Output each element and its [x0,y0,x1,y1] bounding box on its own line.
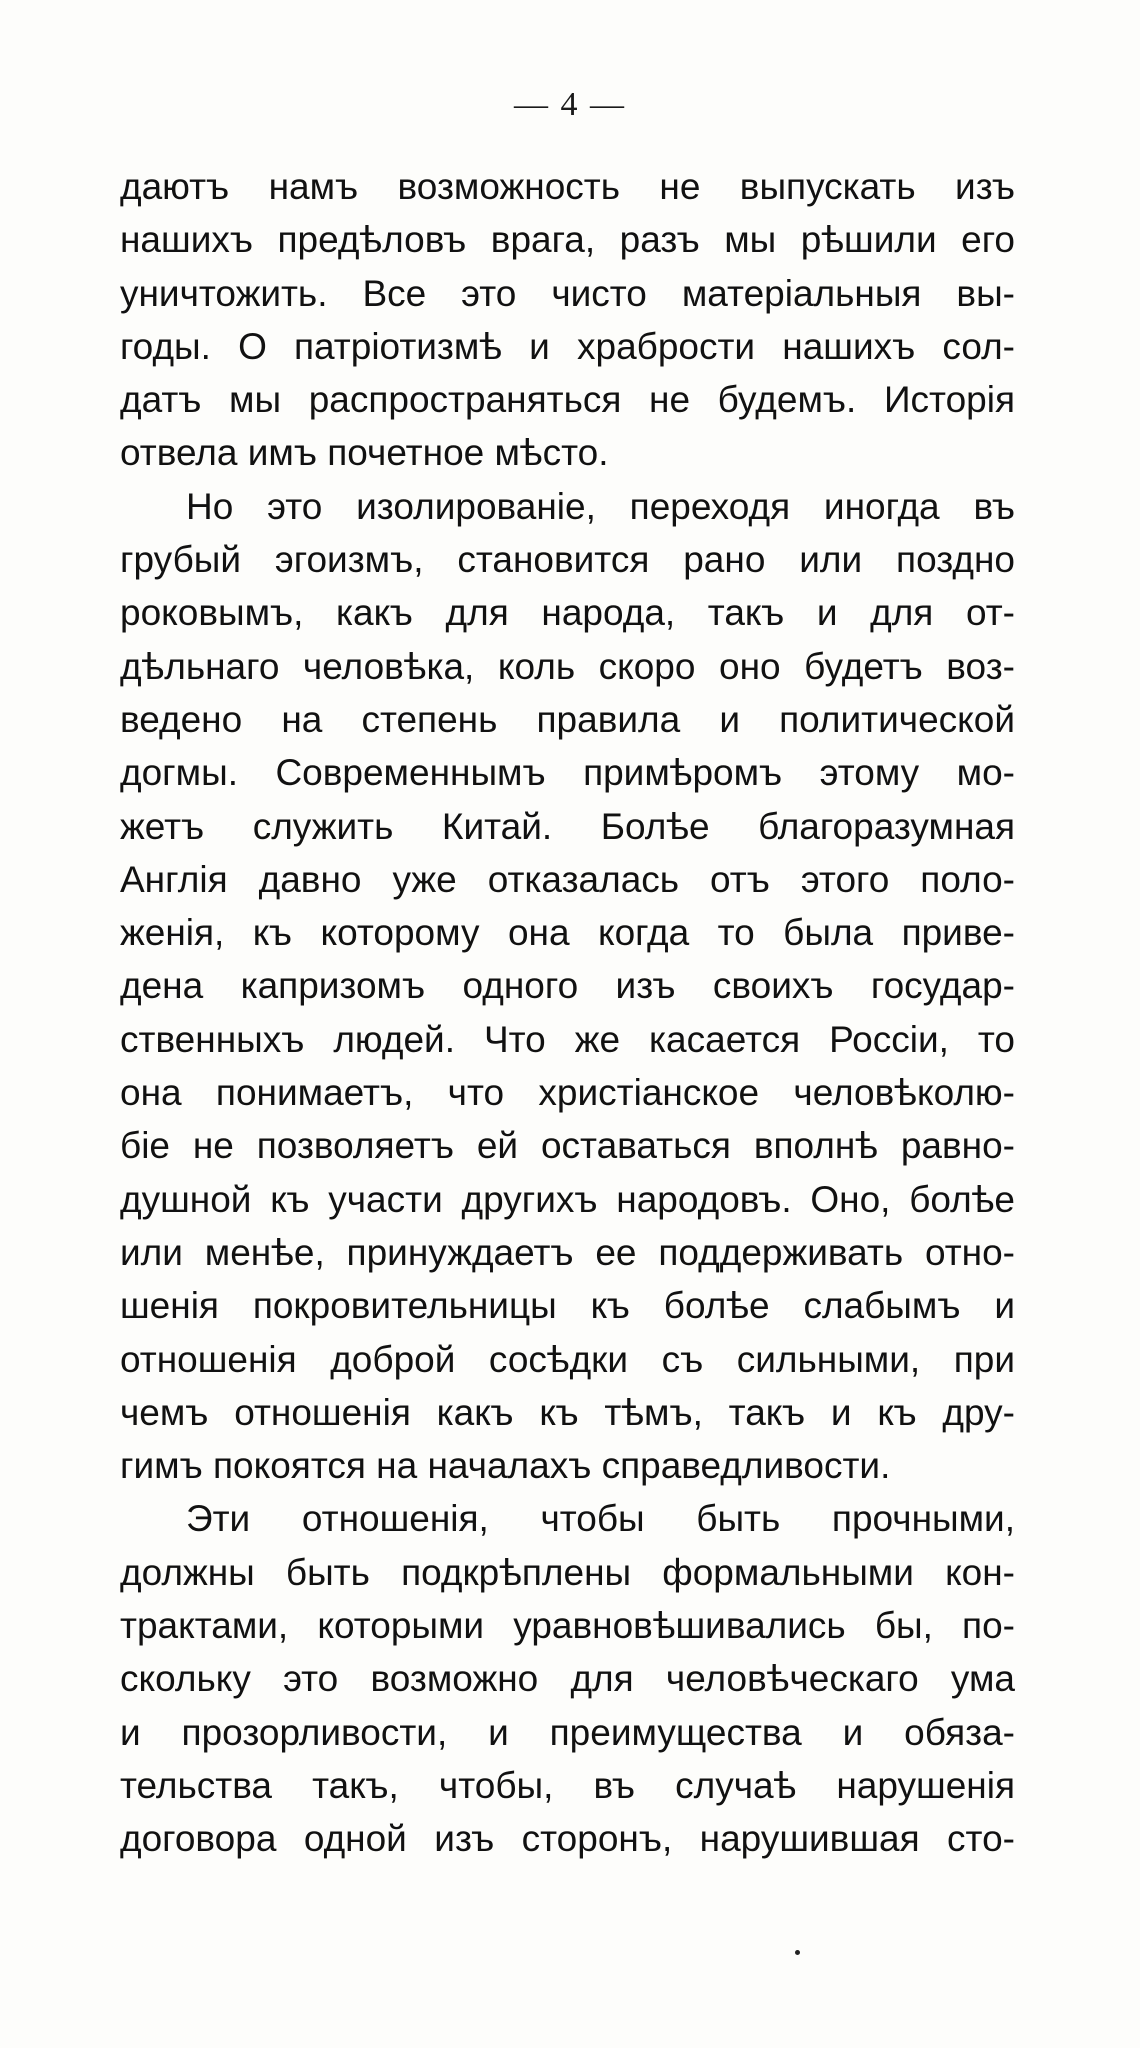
text-line: договора одной изъ сторонъ, нарушившая сто- [120,1818,1015,1860]
text-line: гимъ покоятся на началахъ справедливости. [120,1445,891,1487]
text-line: трактами, которыми уравновѣшивались бы, по- [120,1605,1015,1647]
text-line: годы. О патріотизмѣ и храбрости нашихъ сол- [120,325,1015,367]
text-line: датъ мы распространяться не будемъ. Исторія [120,379,1015,421]
paragraph-3 [120,1492,1015,1865]
text-line: и прозорливости, и преимущества и обяза- [120,1711,1015,1753]
paragraph-2 [120,480,1015,1493]
text-line: Эти отношенія, чтобы быть прочными, [186,1498,1015,1540]
text-line: Англія давно уже отказалась отъ этого поло- [120,858,1015,900]
text-line: тельства такъ, чтобы, въ случаѣ нарушенія [120,1764,1015,1806]
text-line: должны быть подкрѣплены формальными кон- [120,1551,1015,1593]
text-line: ственныхъ людей. Что же касается Россіи, то [120,1018,1015,1060]
text-line: догмы. Современнымъ примѣромъ этому мо- [120,752,1015,794]
text-line: шенія покровительницы къ болѣе слабымъ и [120,1285,1015,1327]
text-line: нашихъ предѣловъ врага, разъ мы рѣшили его [120,219,1015,261]
text-line: отвела имъ почетное мѣсто. [120,432,609,474]
text-line: Но это изолированіе, переходя иногда въ [186,485,1015,527]
text-line: уничтожить. Все это чисто матеріальныя вы- [120,272,1015,314]
text-line: отношенія доброй сосѣдки съ сильными, при [120,1338,1015,1380]
text-line: она понимаетъ, что христіанское человѣколю- [120,1072,1015,1114]
text-line: жетъ служить Китай. Болѣе благоразумная [120,805,1015,847]
text-line: даютъ намъ возможность не выпускать изъ [120,166,1015,207]
text-line: скольку это возможно для человѣческаго ума [120,1658,1015,1700]
text-line: біе не позволяетъ ей оставаться вполнѣ равно- [120,1125,1015,1167]
ink-speck [795,1950,800,1955]
text-line: ведено на степень правила и политической [120,698,1015,740]
text-line: грубый эгоизмъ, становится рано или поздно [120,539,1015,581]
paragraph-1 [120,160,1015,480]
text-line: роковымъ, какъ для народа, такъ и для от- [120,592,1015,634]
text-line: дѣльнаго человѣка, коль скоро оно будетъ воз- [120,645,1015,687]
text-line: душной къ участи другихъ народовъ. Оно, болѣе [120,1178,1015,1220]
body-text [120,160,1015,1866]
page-number: — 4 — [514,86,626,123]
text-line: или менѣе, принуждаетъ ее поддерживать отно- [120,1231,1015,1273]
text-line: чемъ отношенія какъ къ тѣмъ, такъ и къ дру- [120,1391,1015,1433]
text-line: дена капризомъ одного изъ своихъ государ- [120,965,1015,1007]
text-line: женія, къ которому она когда то была приве- [120,912,1015,954]
